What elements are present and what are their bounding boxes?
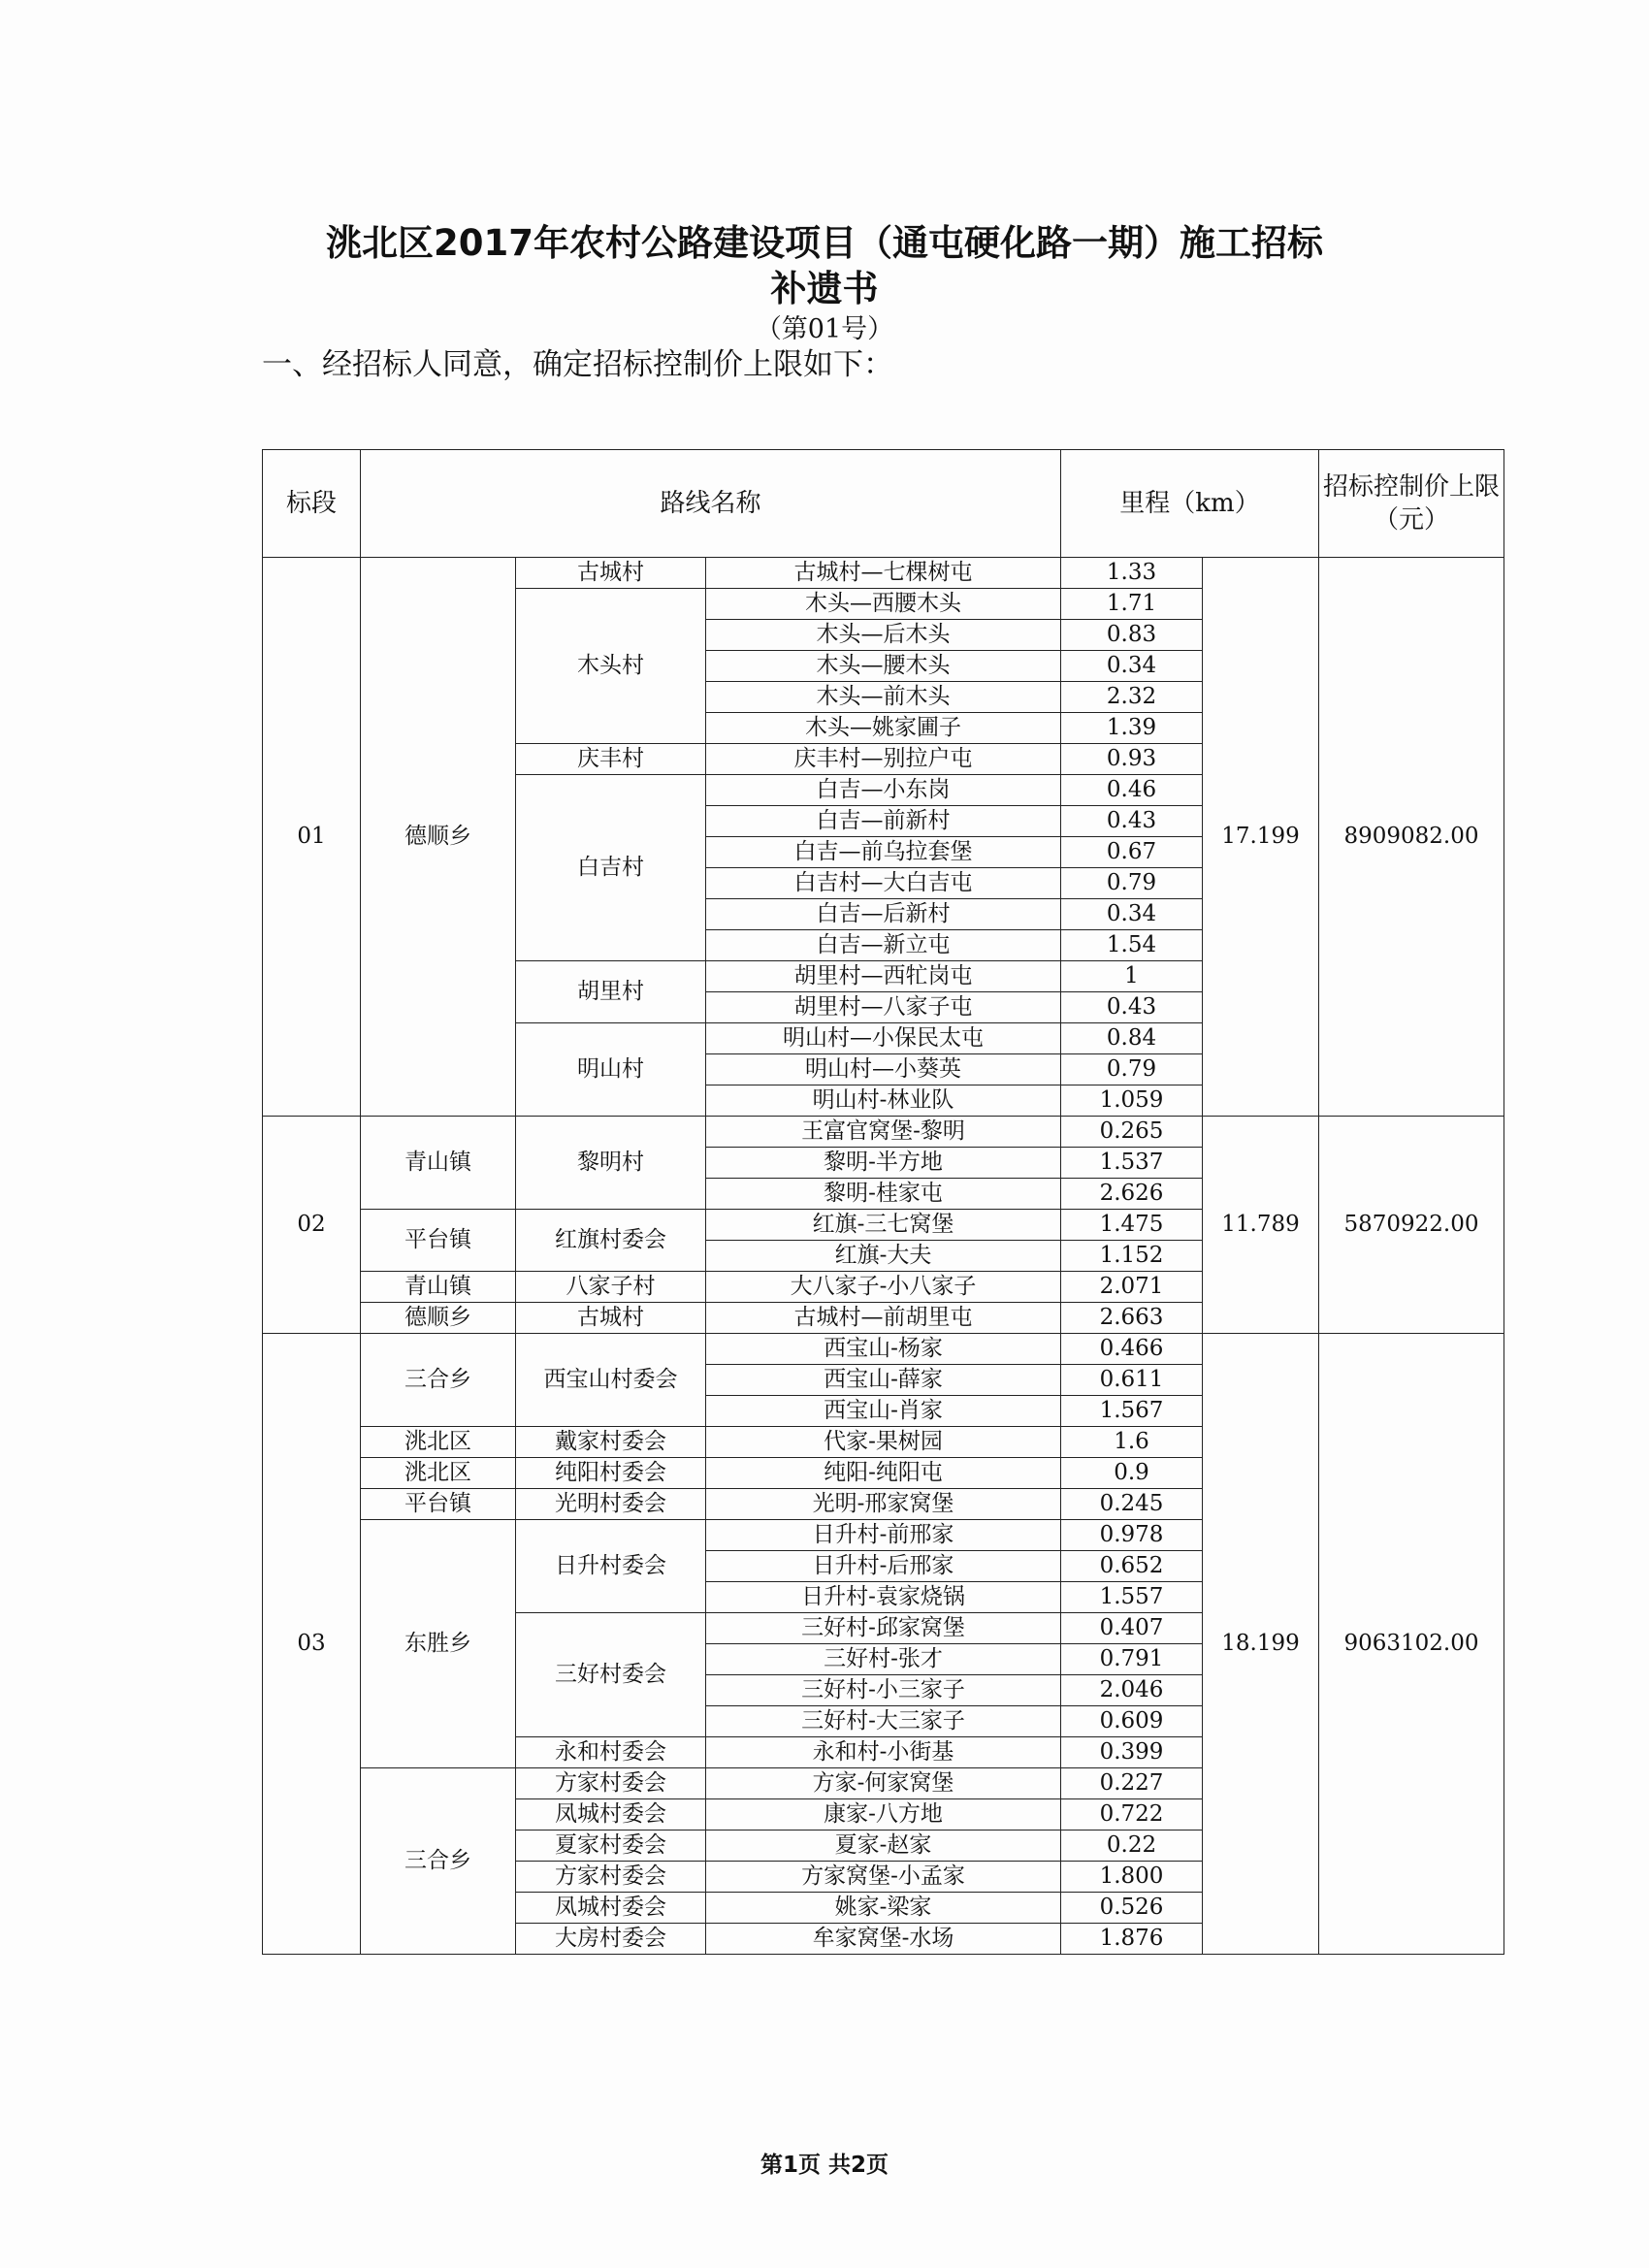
section-total-km: 11.789: [1203, 1117, 1319, 1334]
section-total-km: 17.199: [1203, 558, 1319, 1117]
village-name: 明山村: [516, 1023, 706, 1117]
village-name: 八家子村: [516, 1272, 706, 1303]
header-mileage: 里程（km）: [1061, 450, 1319, 558]
route-name: 白吉—前新村: [706, 806, 1061, 837]
route-name: 木头—后木头: [706, 620, 1061, 651]
route-name: 西宝山-杨家: [706, 1334, 1061, 1365]
town-name: 洮北区: [361, 1458, 516, 1489]
route-name: 方家窝堡-小孟家: [706, 1862, 1061, 1893]
village-name: 古城村: [516, 1303, 706, 1334]
section-id: 01: [263, 558, 361, 1117]
route-name: 大八家子-小八家子: [706, 1272, 1061, 1303]
table-body: [263, 558, 1504, 1955]
route-name: 白吉—前乌拉套堡: [706, 837, 1061, 868]
route-km: 0.407: [1061, 1613, 1203, 1644]
route-km: 0.245: [1061, 1489, 1203, 1520]
route-name: 代家-果树园: [706, 1427, 1061, 1458]
route-km: 0.399: [1061, 1737, 1203, 1768]
route-km: 1.876: [1061, 1924, 1203, 1955]
village-name: 三好村委会: [516, 1613, 706, 1737]
route-name: 白吉—新立屯: [706, 930, 1061, 961]
route-km: 0.34: [1061, 651, 1203, 682]
route-km: 2.071: [1061, 1272, 1203, 1303]
table-row: [263, 1334, 1504, 1365]
route-name: 木头—腰木头: [706, 651, 1061, 682]
route-name: 白吉—小东岗: [706, 775, 1061, 806]
route-name: 西宝山-薛家: [706, 1365, 1061, 1396]
route-km: 0.9: [1061, 1458, 1203, 1489]
village-name: 凤城村委会: [516, 1893, 706, 1924]
village-name: 西宝山村委会: [516, 1334, 706, 1427]
route-name: 光明-邢家窝堡: [706, 1489, 1061, 1520]
route-km: 2.32: [1061, 682, 1203, 713]
route-name: 木头—前木头: [706, 682, 1061, 713]
village-name: 夏家村委会: [516, 1831, 706, 1862]
route-km: 1.475: [1061, 1210, 1203, 1241]
route-km: 0.652: [1061, 1551, 1203, 1582]
page-footer: 第1页 共2页: [760, 2153, 889, 2178]
town-name: 洮北区: [361, 1427, 516, 1458]
town-name: 平台镇: [361, 1210, 516, 1272]
route-name: 三好村-张才: [706, 1644, 1061, 1675]
route-km: 0.79: [1061, 1054, 1203, 1085]
route-km: 1.54: [1061, 930, 1203, 961]
route-name: 明山村—小葵英: [706, 1054, 1061, 1085]
route-km: 1.557: [1061, 1582, 1203, 1613]
route-km: 1.33: [1061, 558, 1203, 589]
route-km: 0.466: [1061, 1334, 1203, 1365]
village-name: 方家村委会: [516, 1768, 706, 1799]
village-name: 日升村委会: [516, 1520, 706, 1613]
route-km: 0.722: [1061, 1799, 1203, 1831]
route-km: 0.43: [1061, 806, 1203, 837]
route-name: 胡里村—西牤岗屯: [706, 961, 1061, 992]
town-name: 德顺乡: [361, 558, 516, 1117]
route-name: 红旗-三七窝堡: [706, 1210, 1061, 1241]
issue-number: （第01号）: [755, 314, 894, 344]
town-name: 平台镇: [361, 1489, 516, 1520]
route-name: 胡里村—八家子屯: [706, 992, 1061, 1023]
village-name: 木头村: [516, 589, 706, 744]
route-name: 三好村-大三家子: [706, 1706, 1061, 1737]
route-km: 0.84: [1061, 1023, 1203, 1054]
route-km: 0.34: [1061, 899, 1203, 930]
route-name: 庆丰村—别拉户屯: [706, 744, 1061, 775]
route-km: 0.265: [1061, 1117, 1203, 1148]
town-name: 三合乡: [361, 1768, 516, 1955]
route-km: 1: [1061, 961, 1203, 992]
route-km: 0.79: [1061, 868, 1203, 899]
document-subtitle: 补遗书: [770, 268, 879, 309]
route-name: 康家-八方地: [706, 1799, 1061, 1831]
town-name: 东胜乡: [361, 1520, 516, 1768]
route-km: 0.83: [1061, 620, 1203, 651]
table-row: [263, 558, 1504, 589]
route-name: 日升村-前邢家: [706, 1520, 1061, 1551]
table-header-row: [263, 450, 1504, 558]
town-name: 青山镇: [361, 1272, 516, 1303]
route-km: 1.059: [1061, 1085, 1203, 1117]
route-km: 0.22: [1061, 1831, 1203, 1862]
route-name: 牟家窝堡-水场: [706, 1924, 1061, 1955]
route-name: 姚家-梁家: [706, 1893, 1061, 1924]
route-name: 日升村-后邢家: [706, 1551, 1061, 1582]
route-name: 日升村-袁家烧锅: [706, 1582, 1061, 1613]
route-km: 2.626: [1061, 1179, 1203, 1210]
town-name: 德顺乡: [361, 1303, 516, 1334]
village-name: 黎明村: [516, 1117, 706, 1210]
route-name: 三好村-小三家子: [706, 1675, 1061, 1706]
route-name: 木头—西腰木头: [706, 589, 1061, 620]
village-name: 永和村委会: [516, 1737, 706, 1768]
route-km: 0.526: [1061, 1893, 1203, 1924]
village-name: 白吉村: [516, 775, 706, 961]
header-section: 标段: [263, 450, 361, 558]
section-price-limit: 5870922.00: [1319, 1117, 1504, 1334]
route-name: 方家-何家窝堡: [706, 1768, 1061, 1799]
route-km: 0.67: [1061, 837, 1203, 868]
route-km: 1.6: [1061, 1427, 1203, 1458]
section-price-limit: 8909082.00: [1319, 558, 1504, 1117]
route-km: 1.800: [1061, 1862, 1203, 1893]
section-id: 03: [263, 1334, 361, 1955]
route-name: 古城村—七棵树屯: [706, 558, 1061, 589]
town-name: 青山镇: [361, 1117, 516, 1210]
section-total-km: 18.199: [1203, 1334, 1319, 1955]
header-route-name: 路线名称: [361, 450, 1061, 558]
route-km: 0.609: [1061, 1706, 1203, 1737]
route-km: 0.227: [1061, 1768, 1203, 1799]
route-name: 古城村—前胡里屯: [706, 1303, 1061, 1334]
village-name: 胡里村: [516, 961, 706, 1023]
village-name: 庆丰村: [516, 744, 706, 775]
village-name: 红旗村委会: [516, 1210, 706, 1272]
route-name: 黎明-桂家屯: [706, 1179, 1061, 1210]
route-name: 白吉—后新村: [706, 899, 1061, 930]
route-name: 明山村—小保民太屯: [706, 1023, 1061, 1054]
village-name: 古城村: [516, 558, 706, 589]
route-km: 2.663: [1061, 1303, 1203, 1334]
route-name: 黎明-半方地: [706, 1148, 1061, 1179]
route-name: 夏家-赵家: [706, 1831, 1061, 1862]
route-km: 0.611: [1061, 1365, 1203, 1396]
village-name: 光明村委会: [516, 1489, 706, 1520]
route-km: 1.71: [1061, 589, 1203, 620]
section-price-limit: 9063102.00: [1319, 1334, 1504, 1955]
village-name: 方家村委会: [516, 1862, 706, 1893]
route-name: 白吉村—大白吉屯: [706, 868, 1061, 899]
route-name: 木头—姚家圃子: [706, 713, 1061, 744]
document-title: 洮北区2017年农村公路建设项目（通屯硬化路一期）施工招标: [326, 222, 1323, 264]
route-km: 1.537: [1061, 1148, 1203, 1179]
route-km: 0.978: [1061, 1520, 1203, 1551]
bid-price-table: [262, 449, 1504, 1955]
village-name: 纯阳村委会: [516, 1458, 706, 1489]
town-name: 三合乡: [361, 1334, 516, 1427]
village-name: 大房村委会: [516, 1924, 706, 1955]
route-km: 0.46: [1061, 775, 1203, 806]
village-name: 戴家村委会: [516, 1427, 706, 1458]
route-name: 红旗-大夫: [706, 1241, 1061, 1272]
route-name: 王富官窝堡-黎明: [706, 1117, 1061, 1148]
header-price-limit: 招标控制价上限（元）: [1319, 450, 1504, 558]
route-name: 西宝山-肖家: [706, 1396, 1061, 1427]
route-km: 1.39: [1061, 713, 1203, 744]
route-km: 0.93: [1061, 744, 1203, 775]
route-km: 0.791: [1061, 1644, 1203, 1675]
route-km: 1.567: [1061, 1396, 1203, 1427]
route-km: 1.152: [1061, 1241, 1203, 1272]
table-row: [263, 1117, 1504, 1148]
route-name: 三好村-邱家窝堡: [706, 1613, 1061, 1644]
route-km: 0.43: [1061, 992, 1203, 1023]
village-name: 凤城村委会: [516, 1799, 706, 1831]
route-name: 明山村-林业队: [706, 1085, 1061, 1117]
intro-paragraph: 一、经招标人同意，确定招标控制价上限如下：: [262, 347, 893, 382]
route-name: 永和村-小街基: [706, 1737, 1061, 1768]
route-km: 2.046: [1061, 1675, 1203, 1706]
section-id: 02: [263, 1117, 361, 1334]
route-name: 纯阳-纯阳屯: [706, 1458, 1061, 1489]
